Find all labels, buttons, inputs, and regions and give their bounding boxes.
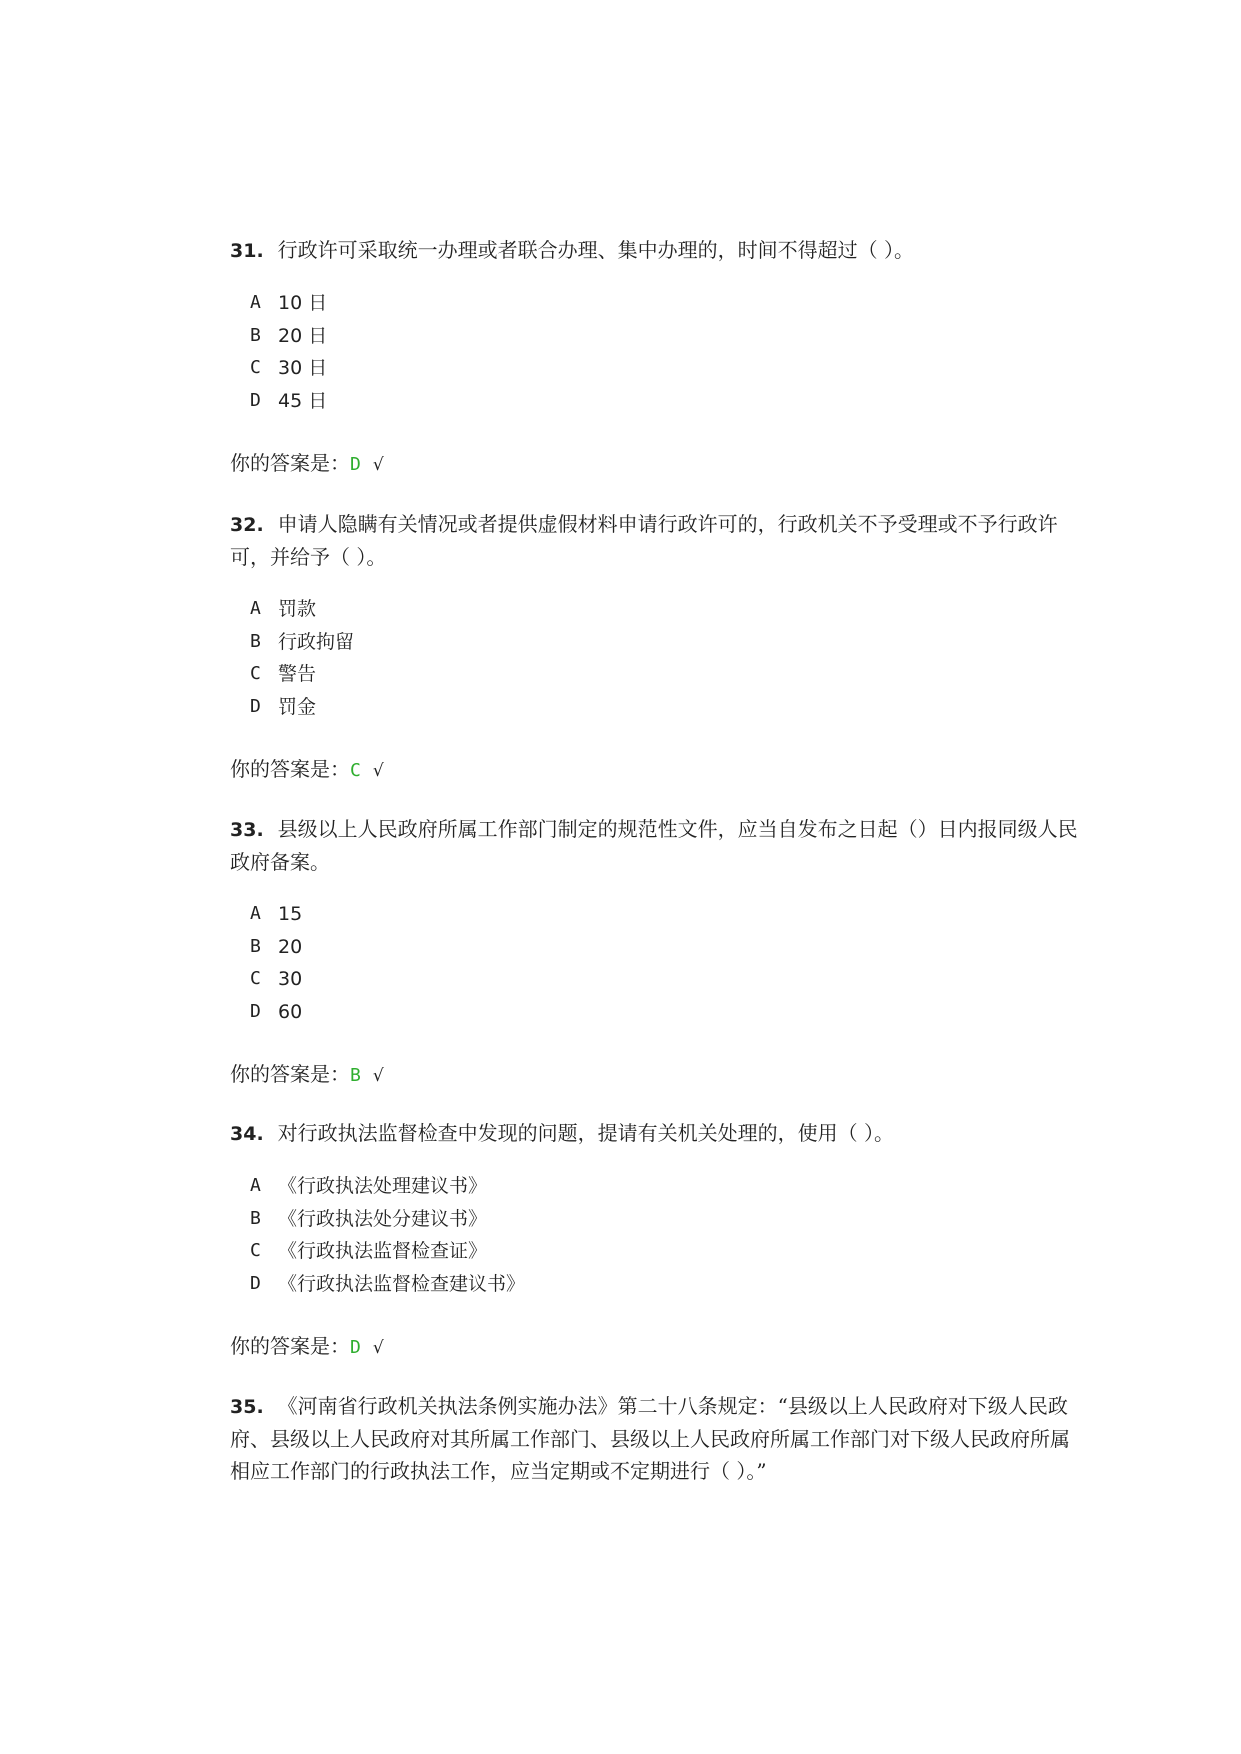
answer-label: 你的答案是： [230, 757, 350, 781]
option-letter: D [250, 695, 261, 717]
question-number: 35. [230, 1396, 264, 1418]
option-a [250, 1170, 1080, 1203]
question-text [230, 1390, 1080, 1487]
option-b [250, 1203, 1080, 1236]
option-letter: B [250, 935, 261, 957]
option-letter: B [250, 1207, 261, 1229]
option-letter: A [250, 1175, 261, 1196]
answer-letter: B [350, 1065, 361, 1086]
option-letter: B [250, 324, 261, 346]
answer-line [230, 447, 1080, 481]
question-body: 《河南省行政机关执法条例实施办法》第二十八条规定：“县级以上人民政府对下级人民政府、县级以上人民政府对其所属工作部门、县级以上人民政府所属工作部门对下级人民政府所属相应工作部门的行政执法工作，应当定期或不定期进行（ ）。” [230, 1394, 1070, 1483]
question-text [230, 234, 1080, 267]
option-letter: D [250, 1272, 261, 1294]
option-b [250, 931, 1080, 964]
answer-letter: D [350, 454, 361, 475]
option-text: 罚金 [278, 695, 317, 718]
check-mark-icon: √ [372, 1066, 384, 1086]
question-number: 32. [230, 514, 264, 536]
option-text: 《行政执法处理建议书》 [278, 1175, 488, 1197]
check-mark-icon: √ [372, 761, 384, 781]
question-number: 34. [230, 1123, 264, 1145]
question-34 [230, 1117, 1080, 1364]
check-mark-icon: √ [372, 1338, 384, 1358]
option-text: 30 [278, 968, 303, 990]
question-number: 31. [230, 240, 264, 262]
answer-letter: D [350, 1337, 361, 1358]
option-letter: C [250, 663, 261, 684]
option-list [250, 898, 1080, 1028]
option-a [250, 593, 1080, 626]
option-text: 60 [278, 1000, 303, 1023]
option-text: 《行政执法处分建议书》 [278, 1207, 488, 1230]
option-letter: B [250, 630, 261, 652]
option-letter: D [250, 1000, 261, 1022]
question-text [230, 813, 1080, 878]
option-c [250, 1235, 1080, 1268]
answer-line [230, 1058, 1080, 1092]
option-list [250, 287, 1080, 417]
question-33 [230, 813, 1080, 1092]
option-text: 《行政执法监督检查建议书》 [278, 1272, 526, 1295]
option-letter: A [250, 598, 261, 619]
option-d [250, 1268, 1080, 1301]
question-body: 申请人隐瞒有关情况或者提供虚假材料申请行政许可的，行政机关不予受理或不予行政许可，并给予（ ）。 [230, 512, 1058, 569]
option-letter: A [250, 292, 261, 313]
question-number: 33. [230, 819, 264, 841]
answer-label: 你的答案是： [230, 1334, 350, 1358]
option-d [250, 691, 1080, 724]
answer-label: 你的答案是： [230, 1062, 350, 1086]
question-body: 对行政执法监督检查中发现的问题，提请有关机关处理的，使用（ ）。 [277, 1121, 895, 1145]
option-text: 罚款 [278, 598, 317, 620]
question-text [230, 1117, 1080, 1150]
question-body: 县级以上人民政府所属工作部门制定的规范性文件，应当自发布之日起（）日内报同级人民政府备案。 [230, 817, 1078, 874]
option-c [250, 352, 1080, 385]
option-text: 警告 [278, 663, 317, 685]
answer-line [230, 753, 1080, 787]
option-text: 30 日 [278, 357, 328, 379]
option-d [250, 385, 1080, 418]
option-text: 20 日 [278, 324, 328, 347]
option-letter: C [250, 1240, 261, 1261]
option-letter: D [250, 389, 261, 411]
option-b [250, 626, 1080, 659]
question-31 [230, 234, 1080, 481]
option-c [250, 658, 1080, 691]
option-text: 10 日 [278, 292, 328, 314]
question-body: 行政许可采取统一办理或者联合办理、集中办理的，时间不得超过（ ）。 [277, 238, 915, 262]
answer-label: 你的答案是： [230, 451, 350, 475]
option-letter: C [250, 357, 261, 378]
question-32 [230, 508, 1080, 787]
option-letter: C [250, 968, 261, 989]
option-a [250, 898, 1080, 931]
answer-letter: C [350, 760, 361, 781]
answer-line [230, 1330, 1080, 1364]
option-list [250, 1170, 1080, 1300]
check-mark-icon: √ [372, 455, 384, 475]
option-text: 20 [278, 935, 303, 958]
option-b [250, 320, 1080, 353]
option-c [250, 963, 1080, 996]
option-text: 45 日 [278, 389, 328, 412]
option-text: 行政拘留 [278, 630, 355, 653]
question-35 [230, 1390, 1080, 1487]
option-a [250, 287, 1080, 320]
question-text [230, 508, 1080, 573]
option-d [250, 996, 1080, 1029]
option-letter: A [250, 903, 261, 924]
option-text: 15 [278, 903, 303, 925]
option-list [250, 593, 1080, 723]
option-text: 《行政执法监督检查证》 [278, 1240, 488, 1262]
